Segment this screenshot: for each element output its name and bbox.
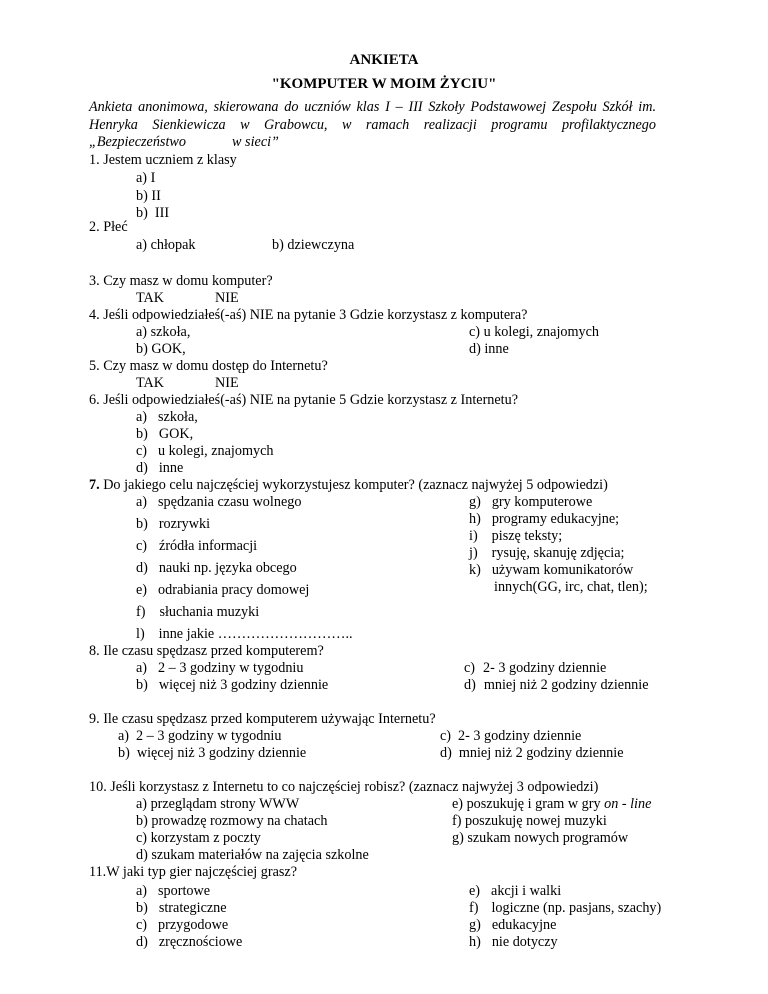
question-6: 6. Jeśli odpowiedziałeś(-aś) NIE na pytanie 5 Gdzie korzystasz z Internetu? [89,392,519,408]
question-2: 2. Płeć [89,219,128,235]
q4-option-d: d) inne [469,341,509,357]
question-3: 3. Czy masz w domu komputer? [89,273,273,289]
q5-option-yes: TAK [136,375,165,391]
document-subtitle: "KOMPUTER W MOIM ŻYCIU" [271,76,497,92]
q10-option-a: a) przeglądam strony WWW [136,796,300,812]
q3-option-yes: TAK [136,290,165,306]
q10-option-e: e) poszukuję i gram w gry on - line [452,796,652,812]
intro-line: Ankieta anonimowa, skierowana do uczniów klas I – III Szkoły Podstawowej Zespołu Szkół im. [89,99,656,115]
list-item: c) źródła informacji [136,538,258,554]
document-title: ANKIETA [349,52,419,68]
q8-option-c: c) 2- 3 godziny dziennie [464,660,607,676]
q4-option-c: c) u kolegi, znajomych [469,324,600,340]
q8-option-a: a) 2 – 3 godziny w tygodniu [136,660,304,676]
q1-option-c: b) III [136,205,170,221]
intro-line: Henryka Sienkiewicza w Grabowcu, w ramach realizacji programu profilaktycznego [89,116,656,133]
list-item: f) logiczne (np. pasjans, szachy) [469,900,662,916]
intro-line: „Bezpieczeństwo w sieci” [89,134,279,150]
q8-option-d: d) mniej niż 2 godziny dziennie [464,677,649,693]
q9-option-c: c) 2- 3 godziny dziennie [440,728,582,744]
q8-option-b: b) więcej niż 3 godziny dziennie [136,677,329,693]
list-item: f) słuchania muzyki [136,604,260,620]
q2-option-a: a) chłopak [136,237,196,253]
list-item: g) gry komputerowe [469,494,593,510]
list-item: d) nauki np. języka obcego [136,560,297,576]
q1-option-b: b) II [136,188,161,204]
q10-option-f: f) poszukuję nowej muzyki [452,813,607,829]
q10-option-g: g) szukam nowych programów [452,830,629,846]
list-item: d) inne [136,460,184,476]
list-item: a) szkoła, [136,409,198,425]
list-item: h) programy edukacyjne; [469,511,620,527]
question-5: 5. Czy masz w domu dostęp do Internetu? [89,358,328,374]
question-8: 8. Ile czasu spędzasz przed komputerem? [89,643,324,659]
list-item: g) edukacyjne [469,917,557,933]
question-10: 10. Jeśli korzystasz z Internetu to co najczęściej robisz? (zaznacz najwyżej 3 odpowiedzi) [89,779,599,795]
list-item: e) akcji i walki [469,883,562,899]
list-item: e) odrabiania pracy domowej [136,582,310,598]
list-item: k) używam komunikatorów [469,562,634,578]
question-4: 4. Jeśli odpowiedziałeś(-aś) NIE na pytanie 3 Gdzie korzystasz z komputera? [89,307,528,323]
q1-option-a: a) I [136,170,156,186]
list-item: a) spędzania czasu wolnego [136,494,302,510]
list-item: i) piszę teksty; [469,528,563,544]
list-item: j) rysuję, skanuję zdjęcia; [469,545,625,561]
list-item: h) nie dotyczy [469,934,558,950]
q9-option-d: d) mniej niż 2 godziny dziennie [440,745,624,761]
q3-option-no: NIE [215,290,239,306]
q5-option-no: NIE [215,375,239,391]
q10-option-d: d) szukam materiałów na zajęcia szkolne [136,847,369,863]
question-9: 9. Ile czasu spędzasz przed komputerem używając Internetu? [89,711,436,727]
list-item: b) GOK, [136,426,194,442]
question-1: 1. Jestem uczniem z klasy [89,152,237,168]
question-7: 7. Do jakiego celu najczęściej wykorzystujesz komputer? (zaznacz najwyżej 5 odpowiedzi) [89,477,608,493]
list-item: c) przygodowe [136,917,229,933]
list-item: b) strategiczne [136,900,227,916]
q2-option-b: b) dziewczyna [272,237,355,253]
q4-option-a: a) szkoła, [136,324,191,340]
list-item: b) rozrywki [136,516,211,532]
q7-option-k-continued: innych(GG, irc, chat, tlen); [494,579,648,595]
q9-option-b: b) więcej niż 3 godziny dziennie [118,745,307,761]
q10-option-c: c) korzystam z poczty [136,830,261,846]
intro-paragraph [89,99,656,152]
question-11: 11.W jaki typ gier najczęściej grasz? [89,864,297,880]
q4-option-b: b) GOK, [136,341,186,357]
list-item: d) zręcznościowe [136,934,243,950]
q10-option-b: b) prowadzę rozmowy na chatach [136,813,328,829]
q9-option-a: a) 2 – 3 godziny w tygodniu [118,728,282,744]
list-item: l) inne jakie ……………………….. [136,626,353,642]
list-item: a) sportowe [136,883,211,899]
list-item: c) u kolegi, znajomych [136,443,274,459]
